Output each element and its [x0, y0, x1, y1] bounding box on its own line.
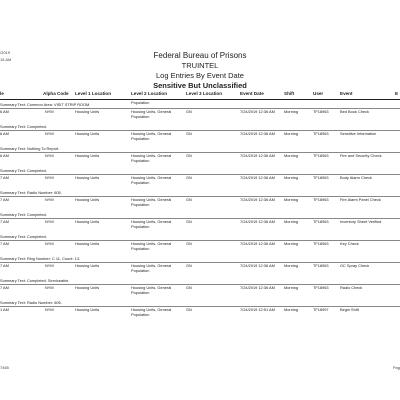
cell-alpha-code: NYM [45, 263, 54, 268]
cell-event: OC Spray Check [340, 263, 370, 268]
col-time: le [0, 91, 4, 96]
summary-text: Summary Text: Radio Number: 605. [0, 300, 62, 305]
cell-time: 7 AM [0, 285, 9, 290]
agency-title: Federal Bureau of Prisons [153, 51, 247, 60]
row-divider [0, 196, 400, 197]
cell-level3: GN [186, 131, 192, 136]
row-divider [0, 130, 400, 131]
col-shift: Shift [284, 91, 295, 96]
cell-event-date: 7/24/2019 12:36 AM [240, 219, 275, 224]
row-divider [0, 306, 400, 307]
row-divider [0, 174, 400, 175]
cell-time: 1 AM [0, 307, 9, 312]
cell-alpha-code: NYM [45, 197, 54, 202]
cell-level2: Housing Units, General [131, 241, 172, 246]
cell-event-date: 7/24/2019 12:36 AM [240, 131, 275, 136]
cell-event: Key Check [340, 241, 359, 246]
cell-alpha-code: NYM [45, 307, 54, 312]
cell-level3: GN [186, 109, 192, 114]
cell-event: Sensitive Information [340, 131, 377, 136]
col-extra: E [395, 91, 399, 96]
col-user: User [313, 91, 324, 96]
cell-time: 6 AM [0, 109, 9, 114]
cell-level2: Housing Units, General [131, 285, 172, 290]
cell-level3: GN [186, 175, 192, 180]
cell-level2-cont: Population [131, 180, 150, 185]
cell-level2: Housing Units, General [131, 219, 172, 224]
cell-level2-cont: Population [131, 268, 150, 273]
cell-level3: GN [186, 197, 192, 202]
cell-level1: Housing Units [75, 307, 100, 312]
summary-text: Summary Text: Completed. [0, 234, 47, 239]
summary-text: Summary Text: Completed. [0, 212, 47, 217]
row-divider [0, 108, 400, 109]
cell-time: 7 AM [0, 263, 9, 268]
cell-level2-cont: Population [131, 114, 150, 119]
cell-user: TF18963 [313, 285, 329, 290]
cell-event-date: 7/24/2019 12:36 AM [240, 285, 275, 290]
row-divider [0, 284, 400, 285]
cell-level2-cont: Population [131, 158, 150, 163]
summary-text: Summary Text: Completed. [0, 168, 47, 173]
cell-level1: Housing Units [75, 197, 100, 202]
cell-shift: Morning [284, 219, 299, 224]
cell-level2: Housing Units, General [131, 131, 172, 136]
cell-user: TF18963 [313, 219, 329, 224]
cell-level2: Housing Units, General [131, 197, 172, 202]
cell-level2: Housing Units, General [131, 263, 172, 268]
cell-event: Begin Shift [340, 307, 359, 312]
cell-user: TF18963 [313, 263, 329, 268]
cell-level1: Housing Units [75, 285, 100, 290]
cell-event: Fire Alarm Panel Check [340, 197, 381, 202]
cell-level2-cont: Population [131, 136, 150, 141]
cell-event-date: 7/24/2019 12:36 AM [240, 153, 275, 158]
cell-time: 6 AM [0, 153, 9, 158]
cell-user: TF18963 [313, 175, 329, 180]
classification-label: Sensitive But Unclassified [153, 81, 247, 90]
cell-level2-cont: Population [131, 224, 150, 229]
cell-event-date: 7/24/2019 12:36 AM [240, 109, 275, 114]
cell-shift: Morning [284, 263, 299, 268]
system-title: TRUINTEL [181, 61, 219, 70]
col-level2: Level 2 Location [131, 91, 167, 96]
col-alpha-code: Alpha Code [43, 91, 69, 96]
cell-time: 7 AM [0, 197, 9, 202]
cell-alpha-code: NYM [45, 109, 54, 114]
footer-page: Pag [392, 365, 400, 370]
cell-shift: Morning [284, 109, 299, 114]
cell-time: 7 AM [0, 241, 9, 246]
cell-time: 7 AM [0, 219, 9, 224]
cell-level1: Housing Units [75, 219, 100, 224]
report-date: /2019 [0, 50, 11, 55]
cell-alpha-code: NYM [45, 241, 54, 246]
cell-event: Fire and Security Check [340, 153, 382, 158]
cell-shift: Morning [284, 153, 299, 158]
summary-text: Summary Text: Completed. [0, 124, 47, 129]
cell-shift: Morning [284, 241, 299, 246]
cell-alpha-code: NYM [45, 131, 54, 136]
cell-level3: GN [186, 219, 192, 224]
cell-level2: Housing Units, General [131, 109, 172, 114]
cell-level2: Housing Units, General [131, 307, 172, 312]
cell-level3: GN [186, 153, 192, 158]
cell-event: Body Alarm Check [340, 175, 373, 180]
cell-event-date: 7/24/2019 12:36 AM [240, 197, 275, 202]
cell-event: Inventory Sheet Verified [340, 219, 382, 224]
cell-shift: Morning [284, 175, 299, 180]
cell-shift: Morning [284, 285, 299, 290]
summary-text: Summary Text: Radio Number: 605. [0, 190, 62, 195]
cell-alpha-code: NYM [45, 153, 54, 158]
summary-text: Summary Text: Completed. Serviceable. [0, 278, 70, 283]
cell-user: TF18997 [313, 307, 329, 312]
summary-text: Summary Text: Common Area: VISIT STRIP ROOM. [0, 102, 91, 107]
cell-user: TF18963 [313, 131, 329, 136]
cell-level2-cont: Population [131, 290, 150, 295]
report-header [0, 51, 400, 91]
top-note: Population [131, 100, 150, 105]
cell-user: TF18963 [313, 197, 329, 202]
report-time: 15 AM [0, 57, 12, 62]
cell-shift: Morning [284, 307, 299, 312]
row-divider [0, 240, 400, 241]
report-title: Log Entries By Event Date [156, 71, 244, 80]
summary-text: Summary Text: Ring Number: C 11, Count: 13. [0, 256, 81, 261]
cell-user: TF18963 [313, 153, 329, 158]
cell-event-date: 7/24/2019 12:36 AM [240, 175, 275, 180]
cell-level3: GN [186, 241, 192, 246]
cell-shift: Morning [284, 197, 299, 202]
cell-level1: Housing Units [75, 109, 100, 114]
cell-level2-cont: Population [131, 202, 150, 207]
cell-user: TF18963 [313, 241, 329, 246]
cell-level2: Housing Units, General [131, 153, 172, 158]
cell-time: 6 AM [0, 131, 9, 136]
cell-alpha-code: NYM [45, 285, 54, 290]
row-divider [0, 218, 400, 219]
cell-level1: Housing Units [75, 241, 100, 246]
cell-user: TF18963 [313, 109, 329, 114]
col-level1: Level 1 Location [75, 91, 111, 96]
cell-shift: Morning [284, 131, 299, 136]
footer-id: 7465 [0, 365, 9, 370]
col-level3: Level 3 Location [186, 91, 222, 96]
cell-level2-cont: Population [131, 312, 150, 317]
cell-event-date: 7/24/2019 12:36 AM [240, 241, 275, 246]
col-event-date: Event Date [240, 91, 264, 96]
cell-time: 7 AM [0, 175, 9, 180]
cell-level1: Housing Units [75, 131, 100, 136]
cell-level1: Housing Units [75, 153, 100, 158]
cell-level3: GN [186, 263, 192, 268]
cell-event: Radio Check [340, 285, 363, 290]
cell-alpha-code: NYM [45, 175, 54, 180]
row-divider [0, 262, 400, 263]
cell-level2-cont: Population [131, 246, 150, 251]
col-event: Event [340, 91, 353, 96]
cell-alpha-code: NYM [45, 219, 54, 224]
cell-level3: GN [186, 307, 192, 312]
summary-text: Summary Text: Nothing To Report. [0, 146, 60, 151]
cell-level1: Housing Units [75, 263, 100, 268]
cell-event-date: 7/24/2019 12:36 AM [240, 263, 275, 268]
cell-event-date: 7/24/2019 12:51 AM [240, 307, 275, 312]
column-headers [0, 89, 400, 100]
row-divider [0, 152, 400, 153]
cell-level2: Housing Units, General [131, 175, 172, 180]
cell-level3: GN [186, 285, 192, 290]
cell-level1: Housing Units [75, 175, 100, 180]
cell-event: Bed Book Check [340, 109, 369, 114]
